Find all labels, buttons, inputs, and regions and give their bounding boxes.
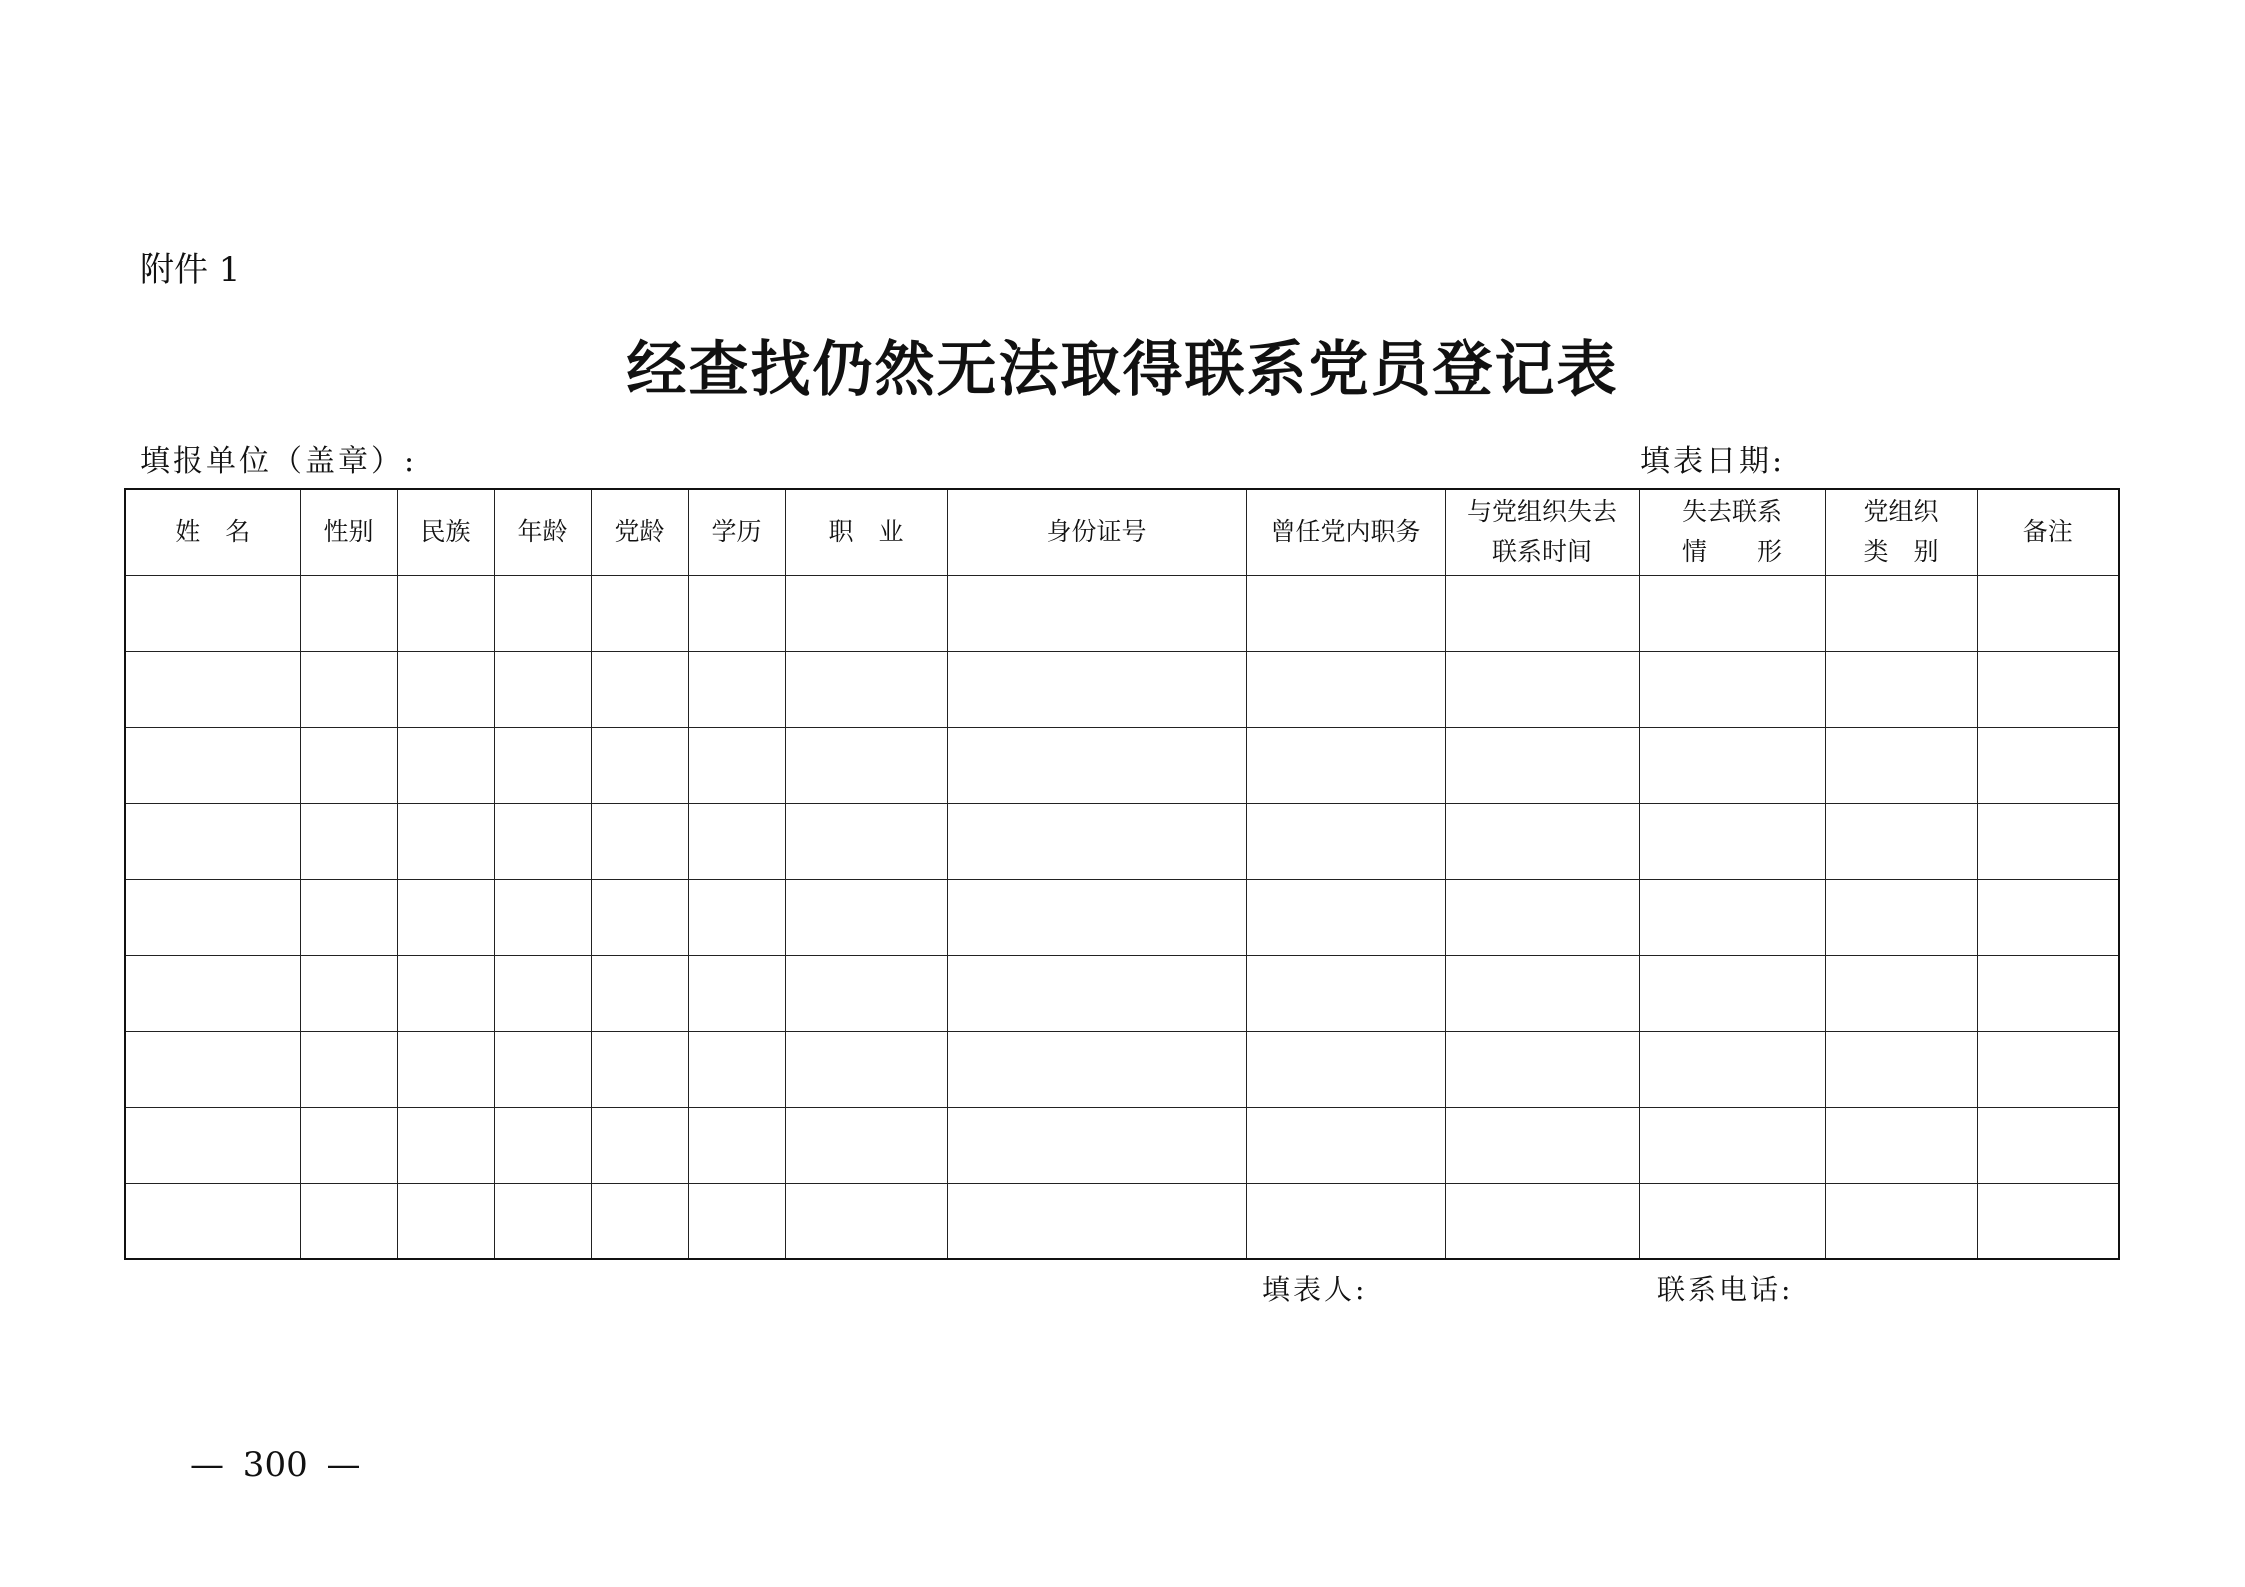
column-header-text: 年龄 [517,517,568,547]
table-cell[interactable] [785,1031,947,1107]
table-cell[interactable] [688,955,785,1031]
table-cell[interactable] [494,1183,591,1259]
table-cell[interactable] [785,879,947,955]
table-cell[interactable] [947,1031,1246,1107]
table-cell[interactable] [591,879,688,955]
column-header-text: 身份证号 [1046,517,1147,547]
table-cell[interactable] [1977,727,2119,803]
table-cell[interactable] [1825,1183,1977,1259]
page-number: — 300 — [190,1445,361,1485]
column-header [397,489,494,575]
fill-date-label: 填表日期: [1640,444,1786,479]
table-cell[interactable] [1246,879,1445,955]
table-cell[interactable] [591,575,688,651]
table-cell[interactable] [397,879,494,955]
table-cell[interactable] [785,1107,947,1183]
table-cell[interactable] [494,727,591,803]
table-cell[interactable] [1445,1107,1639,1183]
column-header-text: 学历 [711,517,762,547]
table-cell[interactable] [1977,955,2119,1031]
table-row [125,651,2119,727]
table-cell[interactable] [1445,1183,1639,1259]
table-cell[interactable] [397,1183,494,1259]
column-header-text: 备注 [2022,517,2073,547]
table-cell[interactable] [947,1107,1246,1183]
column-header-text: 民族 [420,517,471,547]
table-cell[interactable] [125,1031,300,1107]
column-header [591,489,688,575]
table-cell[interactable] [1825,879,1977,955]
table-row [125,727,2119,803]
column-header [947,489,1246,575]
table-cell[interactable] [591,955,688,1031]
table-cell[interactable] [1445,955,1639,1031]
column-header [1977,489,2119,575]
table-cell[interactable] [688,651,785,727]
table-cell[interactable] [494,575,591,651]
table-cell[interactable] [947,803,1246,879]
table-cell[interactable] [688,1107,785,1183]
column-header-text: 与党组织失去 [1466,497,1617,527]
table-cell[interactable] [1246,1031,1445,1107]
table-cell[interactable] [947,1183,1246,1259]
table-row [125,575,2119,651]
column-header [125,489,300,575]
table-cell[interactable] [1825,955,1977,1031]
table-cell[interactable] [1246,1107,1445,1183]
table-cell[interactable] [1977,803,2119,879]
table-cell[interactable] [125,955,300,1031]
table-cell[interactable] [300,803,397,879]
table-cell[interactable] [1445,651,1639,727]
table-cell[interactable] [494,803,591,879]
table-cell[interactable] [300,1031,397,1107]
table-cell[interactable] [688,575,785,651]
table-cell[interactable] [125,1183,300,1259]
table-cell[interactable] [1246,575,1445,651]
table-header-row [125,489,2119,575]
table-cell[interactable] [397,955,494,1031]
column-header [1825,489,1977,575]
table-cell[interactable] [300,651,397,727]
table-cell[interactable] [947,879,1246,955]
table-cell[interactable] [1639,727,1825,803]
column-header-text: 联系时间 [1491,537,1592,567]
column-header-text: 曾任党内职务 [1270,517,1421,547]
table-cell[interactable] [1639,1031,1825,1107]
table-cell[interactable] [1445,879,1639,955]
table-cell[interactable] [1977,1183,2119,1259]
column-header [494,489,591,575]
table-cell[interactable] [1246,1183,1445,1259]
table-cell[interactable] [1639,879,1825,955]
table-cell[interactable] [494,879,591,955]
table-cell[interactable] [1639,1183,1825,1259]
column-header [688,489,785,575]
table-cell[interactable] [1246,955,1445,1031]
table-cell[interactable] [1825,575,1977,651]
table-cell[interactable] [688,879,785,955]
table-cell[interactable] [688,1183,785,1259]
table-cell[interactable] [1639,651,1825,727]
column-header-text: 性别 [323,517,374,547]
page-title: 经查找仍然无法取得联系党员登记表 [626,335,1619,405]
column-header-text: 失去联系 [1681,497,1782,527]
table-cell[interactable] [1445,803,1639,879]
table-cell[interactable] [1977,879,2119,955]
table-cell[interactable] [688,803,785,879]
table-cell[interactable] [1825,1107,1977,1183]
filler-person-label: 填表人: [1262,1273,1368,1306]
table-cell[interactable] [947,727,1246,803]
table-cell[interactable] [397,1107,494,1183]
table-cell[interactable] [300,1183,397,1259]
table-cell[interactable] [397,651,494,727]
table-cell[interactable] [125,879,300,955]
table-row [125,803,2119,879]
table-cell[interactable] [125,727,300,803]
table-cell[interactable] [1246,651,1445,727]
table-cell[interactable] [1825,1031,1977,1107]
table-cell[interactable] [1445,727,1639,803]
table-cell[interactable] [125,1107,300,1183]
table-cell[interactable] [300,955,397,1031]
table-cell[interactable] [1639,575,1825,651]
table-cell[interactable] [300,879,397,955]
column-header [1246,489,1445,575]
table-cell[interactable] [300,1107,397,1183]
table-cell[interactable] [1977,575,2119,651]
table-cell[interactable] [1445,575,1639,651]
table-cell[interactable] [494,651,591,727]
table-cell[interactable] [494,1107,591,1183]
table-cell[interactable] [591,803,688,879]
table-cell[interactable] [947,955,1246,1031]
table-cell[interactable] [785,803,947,879]
table-cell[interactable] [1445,1031,1639,1107]
table-cell[interactable] [397,727,494,803]
column-header [300,489,397,575]
table-cell[interactable] [1977,651,2119,727]
table-cell[interactable] [591,1107,688,1183]
column-header-text: 姓 名 [175,517,251,547]
table-cell[interactable] [785,727,947,803]
table-cell[interactable] [397,575,494,651]
register-table [124,488,2120,1260]
table-row [125,1107,2119,1183]
table-cell[interactable] [125,651,300,727]
table-cell[interactable] [591,651,688,727]
table-cell[interactable] [785,575,947,651]
table-cell[interactable] [591,1183,688,1259]
table-cell[interactable] [1639,1107,1825,1183]
table-cell[interactable] [591,1031,688,1107]
table-cell[interactable] [1977,1031,2119,1107]
column-header [1445,489,1639,575]
table-cell[interactable] [785,955,947,1031]
table-cell[interactable] [688,727,785,803]
table-cell[interactable] [785,651,947,727]
table-row [125,1031,2119,1107]
column-header [785,489,947,575]
column-header-text: 类 别 [1863,537,1939,567]
table-cell[interactable] [1825,803,1977,879]
attachment-label: 附件 1 [140,250,241,290]
table-cell[interactable] [785,1183,947,1259]
table-cell[interactable] [1246,727,1445,803]
table-cell[interactable] [300,727,397,803]
table-cell[interactable] [1825,727,1977,803]
table-cell[interactable] [688,1031,785,1107]
table-cell[interactable] [300,575,397,651]
table-cell[interactable] [1246,803,1445,879]
column-header [1639,489,1825,575]
filler-unit-label: 填报单位（盖章）: [140,444,418,479]
table-cell[interactable] [494,1031,591,1107]
table-cell[interactable] [1825,651,1977,727]
table-cell[interactable] [125,803,300,879]
column-header-text: 情 形 [1681,537,1782,567]
table-row [125,879,2119,955]
table-cell[interactable] [591,727,688,803]
table-cell[interactable] [494,955,591,1031]
table-row [125,955,2119,1031]
table-cell[interactable] [125,575,300,651]
table-cell[interactable] [947,575,1246,651]
table-row [125,1183,2119,1259]
table-cell[interactable] [1639,803,1825,879]
column-header-text: 党龄 [614,517,665,547]
table-body [125,575,2119,1259]
table-cell[interactable] [397,803,494,879]
table-cell[interactable] [397,1031,494,1107]
column-header-text: 职 业 [828,517,904,547]
table-cell[interactable] [1977,1107,2119,1183]
table-cell[interactable] [947,651,1246,727]
contact-phone-label: 联系电话: [1657,1273,1794,1306]
table-cell[interactable] [1639,955,1825,1031]
column-header-text: 党组织 [1863,497,1939,527]
